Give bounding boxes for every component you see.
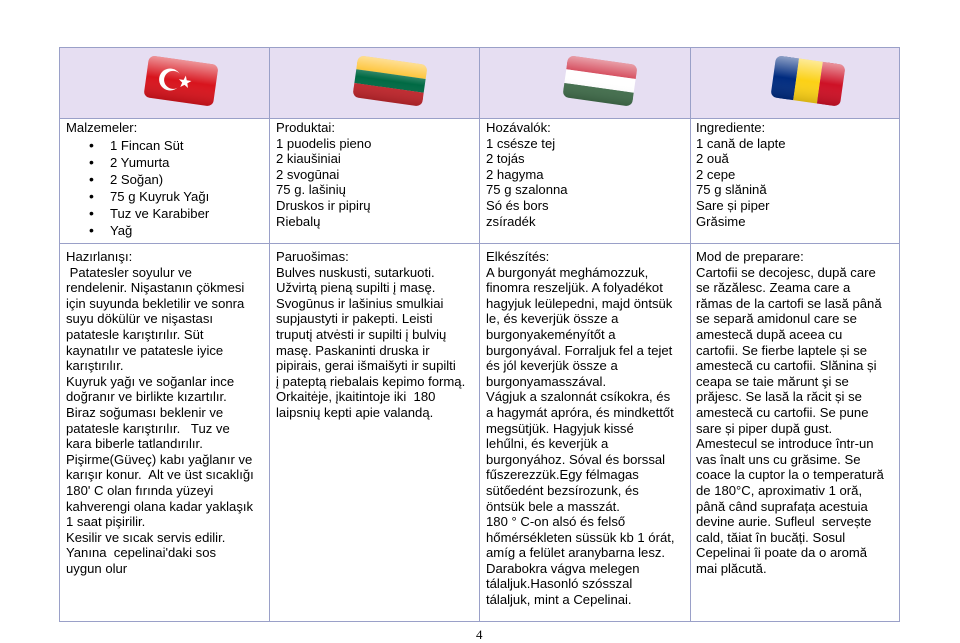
ingredient-item: 1 puodelis pieno [276,135,372,151]
method-line: suyu dökülür ve nişastası [66,311,214,327]
method-line: a hagymát apróra, és mindkettőt [486,404,674,420]
ingredient-item: 2 kiaušiniai [276,151,341,167]
ingredient-item: Só és bors [486,197,549,213]
method-text [66,265,268,577]
ingredient-item: 75 g szalonna [486,182,568,198]
method-line: burgonyával. Forraljuk fel a tejet [486,342,673,358]
recipe-table [59,47,900,622]
method-title: Hazırlanışı: [66,249,133,264]
turkey-flag-icon [140,52,222,110]
ingredient-item: Grăsime [696,213,746,229]
method-title: Paruošimas: [276,249,349,264]
method-title: Mod de preparare: [696,249,804,264]
method-line: amestecă după aceea cu [696,326,843,342]
method-line: pipirais, gerai išmaišyti ir supilti [276,358,456,374]
method-line: karıştırılır. [66,358,124,374]
method-line: 180' C olan fırında yüzeyi [66,482,214,498]
ingredient-item: 2 svogūnai [276,166,340,182]
method-title: Elkészítés: [486,249,550,264]
method-line: rămas de la cartofi se lasă până [696,295,882,311]
method-line: laipsnių kepti apie valandą. [276,404,434,420]
method-line: vas înalt uns cu grăsime. Se [696,451,861,467]
method-line: ceapa se taie mărunt şi se [696,373,849,389]
method-line: masę. Paskaninti druska ir [276,342,430,358]
method-line: tálaljuk, mint a Cepelinai. [486,592,632,608]
lithuania-flag-icon [349,52,431,110]
method-line: hőmérsékleten süssük kb 1 órát, [486,529,675,545]
method-line: fűszerezzük.Egy félmagas [486,467,639,483]
method-line: Kuyruk yağı ve soğanlar ince [66,373,235,389]
ingredient-item: • Tuz ve Karabiber [66,206,266,222]
method-line: Kesilir ve sıcak servis edilir. [66,529,226,545]
method-line: de 180°C, aproximativ 1 oră, [696,482,863,498]
ingredient-item: • 2 Soğan) [66,172,266,188]
ingredients-title: Produktai: [276,120,335,135]
method-line: için suyunda bekletilir ve sonra [66,295,245,311]
method-line: finomra reszeljük. A folyadékot [486,280,663,296]
method-line: amíg a felület aranybarna lesz. [486,545,666,561]
method-line: burgonyához. Sóval és borssal [486,451,666,467]
method-line: doğranır ve birlikte kızartılır. [66,389,227,405]
method-line: Darabokra vágva melegen [486,560,640,576]
ingredient-item: • 75 g Kuyruk Yağı [66,189,266,205]
ingredient-item: zsíradék [486,213,536,229]
method-line: mai plăcută. [696,560,767,576]
method-line: rendelenir. Nişastanın çökmesi [66,280,245,296]
ingredient-item: 75 g slănină [696,182,767,198]
ingredient-item: • 2 Yumurta [66,155,266,171]
ingredient-item: 1 csésze tej [486,135,556,151]
method-line: truputį atvėsti ir supilti į bulvių [276,326,447,342]
ingredient-item: 2 hagyma [486,166,544,182]
row-divider [60,118,899,119]
method-line: coace la cuptor la o temperatură [696,467,884,483]
ingredient-item: Druskos ir pipirų [276,197,371,213]
method-line: până când suprafața acestuia [696,498,868,514]
method-line: Cepelinai îi poate da o aromă [696,545,868,561]
method-line: se răzălesc. Zeama care a [696,280,851,296]
method-line: tálaljuk.Hasonló szósszal [486,576,633,592]
ingredient-item: • 1 Fincan Süt [66,138,266,154]
method-line: Orkaitėje, įkaitintoje iki 180 [276,389,436,405]
method-line: burgonyamasszával. [486,373,607,389]
method-line: Svogūnus ir lašinius smulkiai [276,295,444,311]
method-line: A burgonyát meghámozzuk, [486,264,649,280]
method-line: Vágjuk a szalonnát csíkokra, és [486,389,671,405]
method-line: į pateptą riebalais kepimo formą. [276,373,466,389]
ingredient-item: 75 g. lašinių [276,182,346,198]
method-line: hagyjuk leülepedni, majd öntsük [486,295,673,311]
hungary-flag-icon [559,52,641,110]
method-line: burgonyakeményítőt a [486,326,616,342]
row-divider [60,243,899,244]
method-line: cald, tăiat în bucăți. Sosul [696,529,846,545]
page-number: 4 [476,627,483,642]
method-line: amestecă cu cartofii. Slănina și [696,358,877,374]
method-line: kaynatılır ve patatesle iyice [66,342,224,358]
method-line: sütőedént bezsírozunk, és [486,482,639,498]
method-line: megsütjük. Hagyjuk kissé [486,420,634,436]
method-line: kahverengi olana kadar yaklaşık [66,498,254,514]
method-line: se separă amidonul care se [696,311,857,327]
ingredient-item: 2 tojás [486,151,525,167]
method-line: uygun olur [66,560,128,576]
method-line: 180 ° C-on alsó és felső [486,514,626,530]
ingredients-cell-turkish [66,120,266,239]
ingredient-item: 2 cepe [696,166,736,182]
method-line: Cartofii se decojesc, după care [696,264,876,280]
method-line: 1 saat pişirilir. [66,514,146,530]
ingredients-cell-hungarian [486,120,686,229]
ingredient-item: • Yağ [66,223,266,239]
romania-flag-icon [767,52,849,110]
ingredient-item: Sare și piper [696,197,770,213]
method-line: karışır konur. Alt ve üst sıcaklığı [66,467,254,483]
method-line: Amestecul se introduce într-un [696,436,874,452]
method-line: lehűlni, és keverjük a [486,436,609,452]
ingredients-title: Ingrediente: [696,120,766,135]
method-line: amestecă cu cartofii. Se pune [696,404,869,420]
method-line: Pişirme(Güveç) kabı yağlanır ve [66,451,253,467]
ingredients-title: Malzemeler: [66,120,138,135]
method-line: sare și piper după gust. [696,420,833,436]
ingredient-item: 1 cană de lapte [696,135,786,151]
method-line: Biraz soğuması beklenir ve [66,404,224,420]
ingredients-cell-romanian [696,120,896,229]
method-line: Yanına cepelinai'daki sos [66,545,217,561]
method-cell-hungarian [486,249,688,608]
ingredients-cell-lithuanian [276,120,476,229]
method-cell-lithuanian [276,249,478,421]
method-line: Bulves nuskusti, sutarkuoti. [276,264,435,280]
method-line: supjaustyti ir pakepti. Leisti [276,311,433,327]
method-line: Patatesler soyulur ve [66,264,192,280]
method-line: és jól keverjük össze a [486,358,618,374]
method-line: patatesle karıştırılır. Tuz ve [66,420,230,436]
method-cell-romanian [696,249,898,576]
method-line: öntsük bele a masszát. [486,498,620,514]
ingredient-item: Riebalų [276,213,321,229]
method-line: cartofii. Se fierbe laptele și se [696,342,868,358]
method-line: le, és keverjük össze a [486,311,619,327]
method-line: Užvirtą pieną supilti į masę. [276,280,436,296]
method-line: devine aurie. Sufleul servește [696,514,872,530]
method-cell-turkish [66,249,268,576]
ingredient-item: 2 ouă [696,151,729,167]
method-line: patatesle karıştırılır. Süt [66,326,204,342]
method-line: prăjesc. Se lasă la răcit și se [696,389,862,405]
ingredients-title: Hozávalók: [486,120,551,135]
method-line: kara biberle tatlandırılır. [66,436,203,452]
